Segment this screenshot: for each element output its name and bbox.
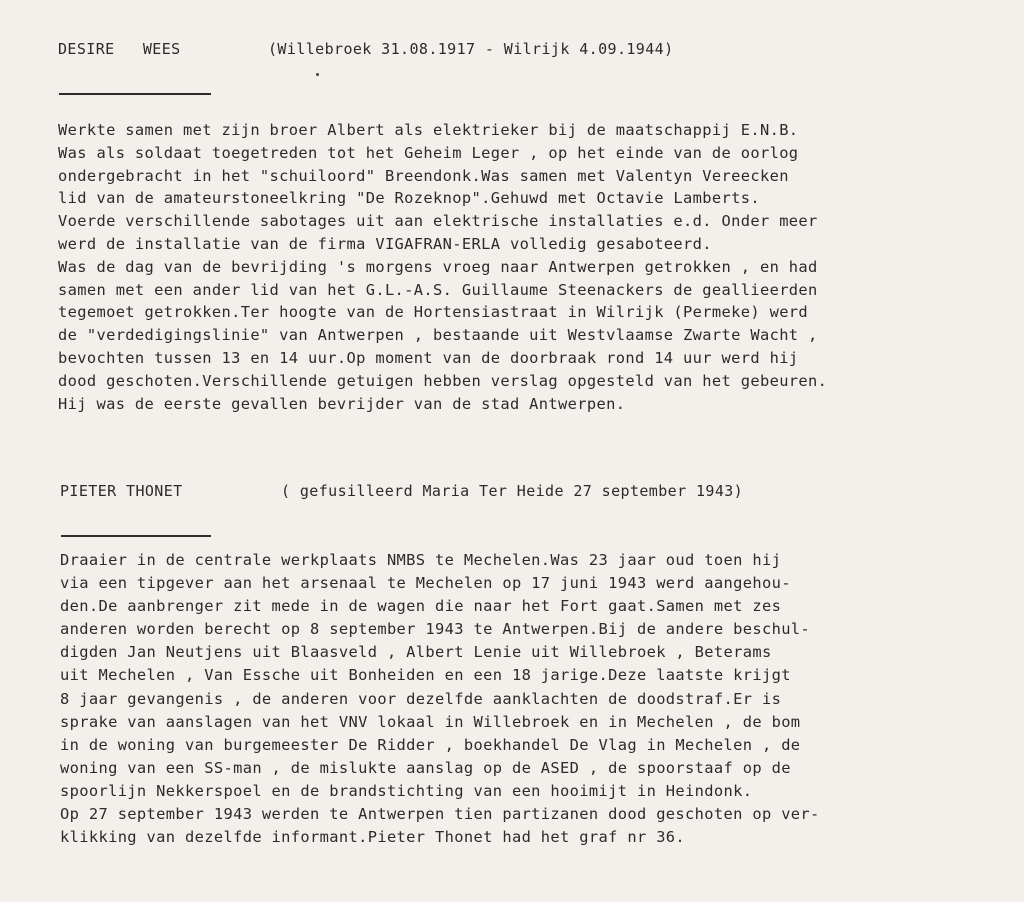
text-line: anderen worden berecht op 8 september 1943 te Antwerpen.Bij de andere beschul- [60,620,811,639]
text-line: den.De aanbrenger zit mede in de wagen die naar het Fort gaat.Samen met zes [60,597,782,616]
text-line: de "verdedigingslinie" van Antwerpen , bestaande uit Westvlaamse Zwarte Wacht , [58,326,818,345]
text-line: ondergebracht in het "schuiloord" Breendonk.Was samen met Valentyn Vereecken [58,166,789,185]
heading-underline [61,535,211,537]
text-line: lid van de amateurstoneelkring "De Rozeknop".Gehuwd met Octavie Lamberts. [58,189,760,208]
text-line: Was de dag van de bevrijding 's morgens vroeg naar Antwerpen getrokken , en had [58,257,818,276]
text-line: 8 jaar gevangenis , de anderen voor dezelfde aanklachten de doodstraf.Er is [60,689,782,708]
person-dates: (Willebroek 31.08.1917 - Wilrijk 4.09.1944) [268,40,674,58]
text-line: Was als soldaat toegetreden tot het Geheim Leger , op het einde van de oorlog [58,143,799,162]
text-line: spoorlijn Nekkerspoel en de brandstichting van een hooimijt in Heindonk. [60,781,753,800]
text-line: via een tipgever aan het arsenaal te Mechelen op 17 juni 1943 werd aangehou- [60,574,791,593]
text-line: digden Jan Neutjens uit Blaasveld , Albert Lenie uit Willebroek , Beterams [60,643,772,662]
text-line: woning van een SS-man , de mislukte aanslag op de ASED , de spoorstaaf op de [60,758,791,777]
text-line: klikking van dezelfde informant.Pieter Thonet had het graf nr 36. [60,828,686,847]
text-line: Werkte samen met zijn broer Albert als elektrieker bij de maatschappij E.N.B. [58,121,799,139]
text-line: sprake van aanslagen van het VNV lokaal in Willebroek en in Mechelen , de bom [60,712,801,731]
text-line: uit Mechelen , Van Essche uit Bonheiden en een 18 jarige.Deze laatste krijgt [60,666,791,685]
text-line: Voerde verschillende sabotages uit aan elektrische installaties e.d. Onder meer [58,212,818,231]
text-line: samen met een ander lid van het G.L.-A.S. Guillaume Steenackers de geallieerden [58,280,818,299]
text-line: Hij was de eerste gevallen bevrijder van de stad Antwerpen. [58,394,626,413]
text-line: Draaier in de centrale werkplaats NMBS te Mechelen.Was 23 jaar oud toen hij [60,551,782,569]
text-line: werd de installatie van de firma VIGAFRAN-ERLA volledig gesaboteerd. [58,234,712,253]
text-line: Op 27 september 1943 werden te Antwerpen tien partizanen dood geschoten op ver- [60,805,820,824]
heading-underline [59,93,211,95]
biography-paragraph [60,549,820,849]
text-line: bevochten tussen 13 en 14 uur.Op moment van de doorbraak rond 14 uur werd hij [58,348,799,367]
person-dates: ( gefusilleerd Maria Ter Heide 27 september 1943) [281,482,744,500]
text-line: dood geschoten.Verschillende getuigen hebben verslag opgesteld van het gebeuren. [58,371,828,390]
biography-paragraph [58,119,827,415]
text-line: in de woning van burgemeester De Ridder , boekhandel De Vlag in Mechelen , de [60,735,801,754]
person-name-heading: PIETER THONET [60,482,183,500]
ink-speck [316,73,319,76]
text-line: tegemoet getrokken.Ter hoogte van de Hortensiastraat in Wilrijk (Permeke) werd [58,303,809,322]
person-name-heading: DESIRE WEES [58,40,181,58]
